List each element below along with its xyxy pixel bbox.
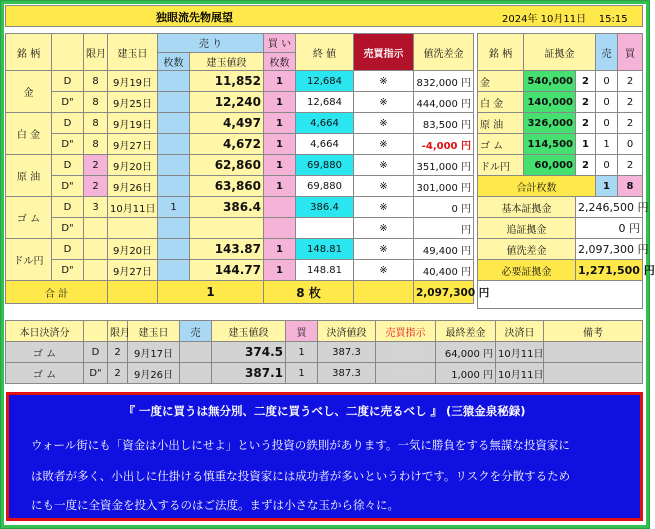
price-header: 建玉値段: [190, 52, 264, 71]
summary-body: [478, 197, 655, 281]
position-date: 9月20日: [108, 155, 158, 176]
header-row-1: [6, 34, 474, 53]
message-line-4: にも一度に全資金を投入するのはご法度。まずは小さな玉から徐々に。: [31, 498, 399, 512]
position-price: 144.77: [190, 260, 264, 281]
message-box: [6, 392, 643, 521]
settled-month: 2: [108, 342, 128, 363]
position-price: 4,672: [190, 134, 264, 155]
position-type: D": [52, 176, 84, 197]
position-buy-qty: 1: [264, 92, 296, 113]
position-buy-qty: [264, 197, 296, 218]
position-date: 9月27日: [108, 260, 158, 281]
gengetsu-header: 限月: [84, 34, 108, 71]
position-month: [84, 239, 108, 260]
position-type: D": [52, 260, 84, 281]
margin-qty: 1: [576, 134, 596, 155]
position-close: 12,684: [296, 71, 354, 92]
position-type: D": [52, 134, 84, 155]
position-buy-qty: 1: [264, 71, 296, 92]
margin-qty: 2: [576, 92, 596, 113]
position-buy-qty: 1: [264, 239, 296, 260]
position-diff: 円: [414, 218, 474, 239]
margin-table: [477, 33, 655, 309]
summary-label: 必要証拠金: [478, 260, 576, 281]
margin-row: [478, 113, 643, 134]
settled-price: 387.1: [212, 363, 286, 384]
position-month: [84, 260, 108, 281]
position-sell-qty: [158, 218, 190, 239]
diff-header: 値洗差金: [414, 34, 474, 71]
settled-signal: 391.6: [376, 363, 436, 384]
margin-name: ドル円: [478, 155, 524, 176]
margin-total-buy: 8: [618, 176, 643, 197]
position-diff: 0 円: [414, 197, 474, 218]
position-name: ドル円: [6, 239, 52, 281]
settled-gengetsu-header: 限月: [108, 321, 128, 342]
position-signal: ※: [354, 113, 414, 134]
margin-row: [478, 134, 643, 155]
summary-value: 1,271,500 円: [576, 260, 643, 281]
summary-label: 追証拠金: [478, 218, 576, 239]
margin-buy: 2: [618, 155, 643, 176]
settled-date: 9月26日: [128, 363, 180, 384]
total-label: 合 計: [6, 281, 108, 304]
position-sell-qty: [158, 113, 190, 134]
position-month: 8: [84, 71, 108, 92]
settled-header-row: [6, 321, 643, 342]
position-date: 9月25日: [108, 92, 158, 113]
position-type: D: [52, 71, 84, 92]
settled-buy: 1: [286, 342, 318, 363]
position-row: [6, 155, 474, 176]
total-sell: 1: [158, 281, 264, 304]
margin-amount-header: 証拠金: [524, 34, 596, 71]
position-diff: 83,500 円: [414, 113, 474, 134]
margin-qty: 2: [576, 113, 596, 134]
summary-value: 0 円: [576, 218, 643, 239]
settled-row: [6, 342, 643, 363]
margin-buy: 2: [618, 113, 643, 134]
margin-sell: 1: [596, 134, 618, 155]
margin-total-label: 合計枚数: [478, 176, 596, 197]
total-spacer-2: [354, 281, 414, 304]
settled-sell-header: 売: [180, 321, 212, 342]
position-month: 3: [84, 197, 108, 218]
margin-row: [478, 155, 643, 176]
position-diff: 351,000 円: [414, 155, 474, 176]
position-price: 12,240: [190, 92, 264, 113]
page-title: 独眼流先物展望: [156, 11, 233, 24]
position-diff: 832,000 円: [414, 71, 474, 92]
positions-body: [6, 71, 474, 281]
position-signal: ※: [354, 197, 414, 218]
position-date: 9月27日: [108, 134, 158, 155]
total-row: [6, 281, 474, 304]
settled-table: [5, 320, 643, 384]
settled-sell: [180, 363, 212, 384]
date-time: [502, 10, 628, 25]
position-row: [6, 92, 474, 113]
position-price: 4,497: [190, 113, 264, 134]
position-row: [6, 71, 474, 92]
sell-qty-header: 枚数: [158, 52, 190, 71]
settled-type: D": [84, 363, 108, 384]
position-name: ゴ ム: [6, 197, 52, 239]
position-buy-qty: 1: [264, 176, 296, 197]
margin-name: 原 油: [478, 113, 524, 134]
type-header: [52, 34, 84, 71]
settled-note: [544, 363, 643, 384]
settled-settle-date-header: 決済日: [496, 321, 544, 342]
close-header: 終 値: [296, 34, 354, 71]
position-sell-qty: [158, 176, 190, 197]
margin-sell-header: 売: [596, 34, 618, 71]
settled-month: 2: [108, 363, 128, 384]
buy-qty-header: 枚数: [264, 52, 296, 71]
message-line-3: は敗者が多く、小出しに仕掛ける慎重な投資家には成功者が多いというわけです。リスクを分散するため: [31, 469, 571, 483]
summary-value: 2,097,300 円: [576, 239, 643, 260]
position-type: D: [52, 197, 84, 218]
settled-settle-date: 10月11日: [496, 363, 544, 384]
settled-meigara-header: 本日決済分: [6, 321, 84, 342]
message-quote: 『 一度に買うは無分別、二度に買うべし、二度に売るべし 』 (三猿金泉秘録): [123, 404, 526, 418]
position-month: [84, 218, 108, 239]
settled-date-header: 建玉日: [128, 321, 180, 342]
margin-amount: 326,000: [524, 113, 576, 134]
position-price: 11,852: [190, 71, 264, 92]
settled-price-header: 建玉値段: [212, 321, 286, 342]
position-row: [6, 113, 474, 134]
position-signal: ※: [354, 134, 414, 155]
position-name: 原 油: [6, 155, 52, 197]
position-type: D": [52, 92, 84, 113]
settled-final-header: 最終差金: [436, 321, 496, 342]
position-price: 63,860: [190, 176, 264, 197]
position-type: D: [52, 155, 84, 176]
summary-row: [478, 239, 643, 260]
margin-buy-header: 買: [618, 34, 643, 71]
margin-name: ゴ ム: [478, 134, 524, 155]
margin-row: [478, 92, 643, 113]
position-row: [6, 239, 474, 260]
position-month: 2: [84, 155, 108, 176]
summary-value: 2,246,500 円: [576, 197, 643, 218]
position-signal: ※: [354, 239, 414, 260]
position-type: D": [52, 218, 84, 239]
margin-meigara-header: 銘 柄: [478, 34, 524, 71]
margin-amount: 140,000: [524, 92, 576, 113]
buy-header: 買 い: [264, 34, 296, 53]
position-sell-qty: [158, 92, 190, 113]
summary-label: 値洗差金: [478, 239, 576, 260]
margin-body: [478, 71, 643, 176]
time-text: 15:15: [598, 14, 628, 25]
margin-amount: 540,000: [524, 71, 576, 92]
settled-row: [6, 363, 643, 384]
margin-amount: 114,500: [524, 134, 576, 155]
settled-final: 1,000 円: [436, 363, 496, 384]
date-text: 2024年 10月11日: [502, 14, 587, 25]
position-sell-qty: 1: [158, 197, 190, 218]
position-sell-qty: [158, 71, 190, 92]
margin-qty: 2: [576, 155, 596, 176]
positions-table: [5, 33, 490, 304]
position-date: 10月11日: [108, 197, 158, 218]
settled-final: 64,000 円: [436, 342, 496, 363]
margin-amount: 60,000: [524, 155, 576, 176]
message-line-2: ウォール街にも「資金は小出しにせよ」という投資の鉄則があります。一気に勝負をする無謀な投資家に: [31, 438, 570, 452]
total-buy: 8 枚: [264, 281, 354, 304]
margin-sell: 0: [596, 155, 618, 176]
position-signal: ※: [354, 176, 414, 197]
margin-row: [478, 71, 643, 92]
position-diff: -4,000 円: [414, 134, 474, 155]
margin-total-row: [478, 176, 643, 197]
margin-total-sell: 1: [596, 176, 618, 197]
settled-signal: 391.6: [376, 342, 436, 363]
summary-row: [478, 197, 643, 218]
position-buy-qty: 1: [264, 113, 296, 134]
position-price: 62,860: [190, 155, 264, 176]
margin-buy: 2: [618, 92, 643, 113]
position-sell-qty: [158, 260, 190, 281]
position-name: 金: [6, 71, 52, 113]
position-date: 9月26日: [108, 176, 158, 197]
position-close: 69,880: [296, 155, 354, 176]
margin-name: 金: [478, 71, 524, 92]
position-row: [6, 176, 474, 197]
position-row: [6, 134, 474, 155]
margin-name: 白 金: [478, 92, 524, 113]
position-row: [6, 218, 474, 239]
position-close: 12,684: [296, 92, 354, 113]
position-month: 8: [84, 113, 108, 134]
settled-settle-date: 10月11日: [496, 342, 544, 363]
position-close: 148.81: [296, 260, 354, 281]
meigara-header: 銘 柄: [6, 34, 52, 71]
settled-signal-header: 売買指示: [376, 321, 436, 342]
position-price: 143.87: [190, 239, 264, 260]
position-price: 386.4: [190, 197, 264, 218]
settled-note-header: 備考: [544, 321, 643, 342]
position-buy-qty: 1: [264, 134, 296, 155]
position-diff: 49,400 円: [414, 239, 474, 260]
settled-price: 374.5: [212, 342, 286, 363]
signal-button[interactable]: 売買指示: [354, 34, 414, 71]
settled-name: ゴ ム: [6, 363, 84, 384]
position-sell-qty: [158, 155, 190, 176]
summary-row: [478, 218, 643, 239]
position-buy-qty: [264, 218, 296, 239]
settled-type-header: [84, 321, 108, 342]
position-month: 8: [84, 92, 108, 113]
position-diff: 301,000 円: [414, 176, 474, 197]
settled-settle: 387.3: [318, 363, 376, 384]
position-signal: ※: [354, 92, 414, 113]
position-type: D: [52, 113, 84, 134]
margin-sell: 0: [596, 71, 618, 92]
settled-buy: 1: [286, 363, 318, 384]
position-signal: ※: [354, 71, 414, 92]
position-buy-qty: 1: [264, 260, 296, 281]
settled-buy-header: 買: [286, 321, 318, 342]
title-bar: [5, 5, 643, 27]
settled-settle: 387.3: [318, 342, 376, 363]
total-amount: 2,097,300 円: [414, 281, 474, 304]
summary-label: 基本証拠金: [478, 197, 576, 218]
position-close: [296, 218, 354, 239]
position-signal: ※: [354, 218, 414, 239]
position-date: [108, 218, 158, 239]
tateharibi-header: 建玉日: [108, 34, 158, 71]
position-signal: ※: [354, 260, 414, 281]
settled-body: [6, 342, 643, 384]
margin-sell: 0: [596, 113, 618, 134]
margin-buy: 0: [618, 134, 643, 155]
position-price: [190, 218, 264, 239]
position-diff: 40,400 円: [414, 260, 474, 281]
position-date: 9月19日: [108, 71, 158, 92]
settled-name: ゴ ム: [6, 342, 84, 363]
position-diff: 444,000 円: [414, 92, 474, 113]
settled-sell: [180, 342, 212, 363]
position-close: 4,664: [296, 113, 354, 134]
position-month: 2: [84, 176, 108, 197]
sell-header: 売 り: [158, 34, 264, 53]
position-sell-qty: [158, 134, 190, 155]
settled-settle-header: 決済値段: [318, 321, 376, 342]
position-sell-qty: [158, 239, 190, 260]
position-row: [6, 260, 474, 281]
summary-row: [478, 260, 643, 281]
position-close: 386.4: [296, 197, 354, 218]
margin-sell: 0: [596, 92, 618, 113]
position-close: 4,664: [296, 134, 354, 155]
position-row: [6, 197, 474, 218]
position-signal: ※: [354, 155, 414, 176]
position-date: 9月20日: [108, 239, 158, 260]
settled-date: 9月17日: [128, 342, 180, 363]
summary-filler: [478, 281, 643, 309]
total-spacer: [108, 281, 158, 304]
settled-type: D: [84, 342, 108, 363]
margin-buy: 2: [618, 71, 643, 92]
position-close: 148.81: [296, 239, 354, 260]
position-name: 白 金: [6, 113, 52, 155]
position-close: 69,880: [296, 176, 354, 197]
position-type: D: [52, 239, 84, 260]
position-buy-qty: 1: [264, 155, 296, 176]
summary-empty: [478, 281, 643, 309]
position-month: 8: [84, 134, 108, 155]
margin-qty: 2: [576, 71, 596, 92]
position-date: 9月19日: [108, 113, 158, 134]
settled-note: [544, 342, 643, 363]
margin-header-row: [478, 34, 643, 71]
